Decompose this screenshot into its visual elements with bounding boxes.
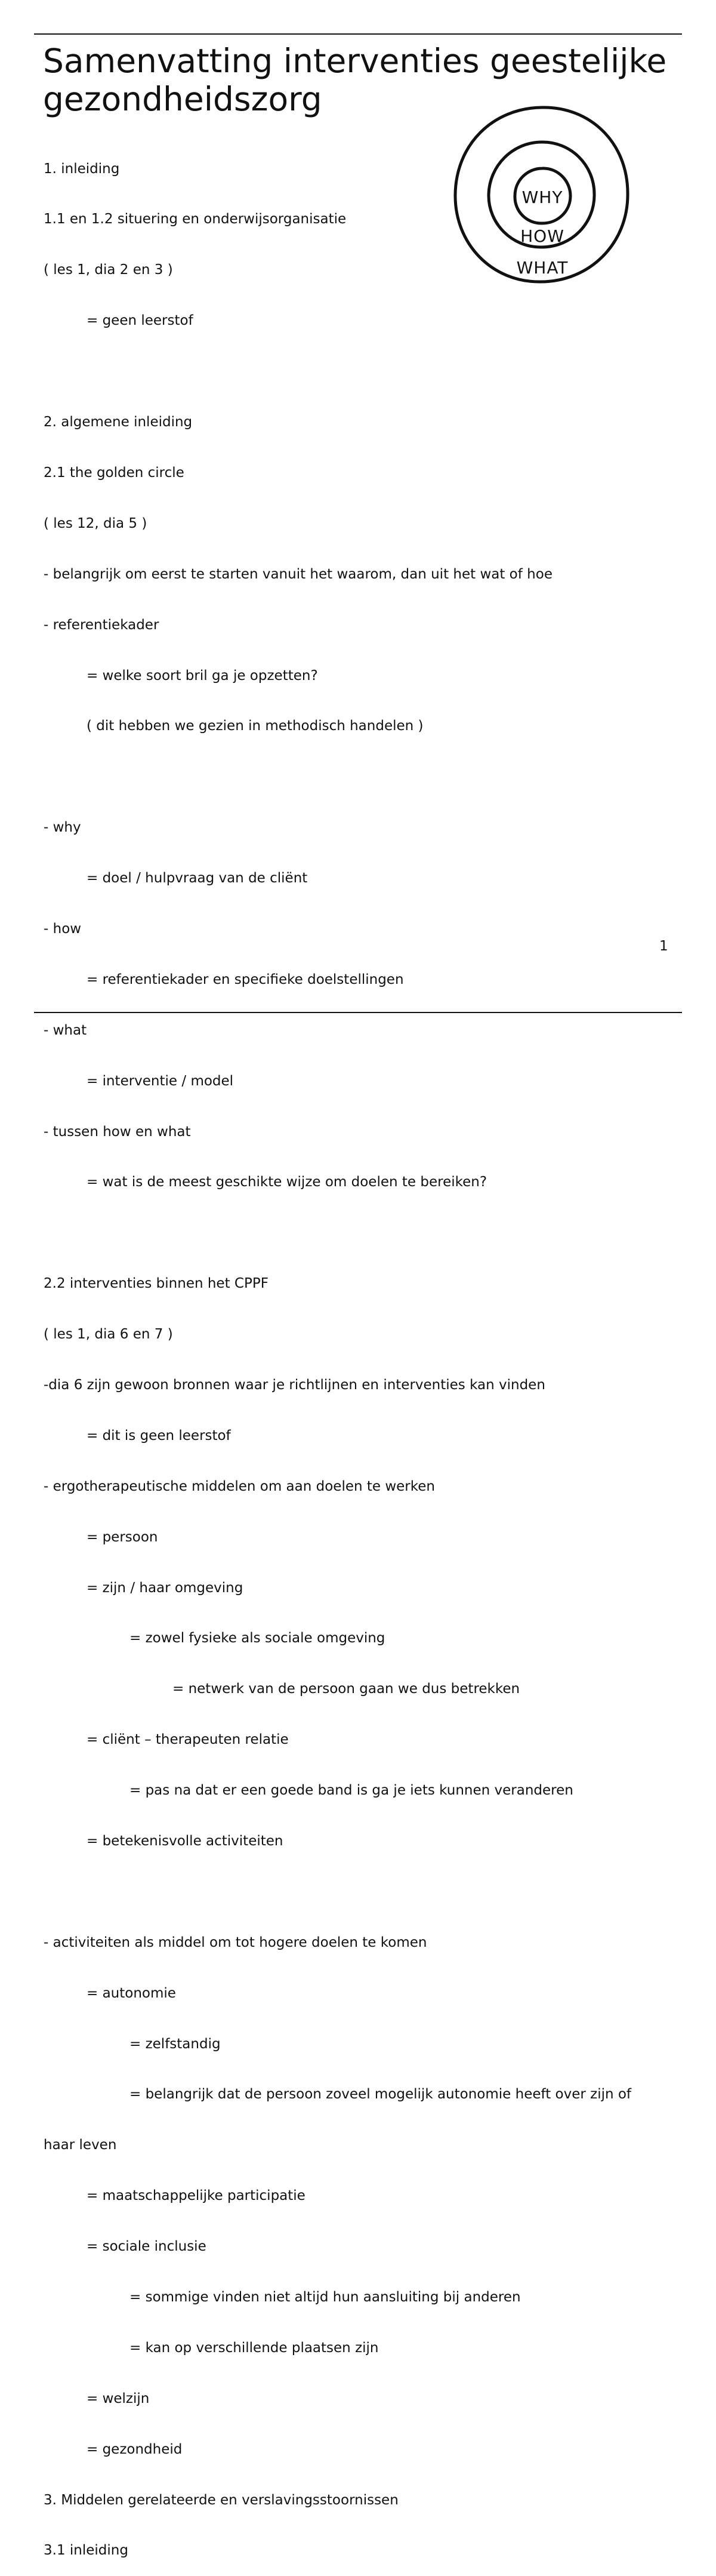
how-label: HOW [520, 226, 564, 246]
note-line: = geen leerstof [87, 313, 193, 329]
sub-note-line: = zelfstandig [129, 2036, 221, 2052]
heading-1-1: 1.1 en 1.2 situering en onderwijsorganisatie [44, 211, 347, 227]
note-line: = autonomie [87, 1985, 176, 2001]
what-label: WHAT [516, 258, 569, 278]
bullet-line: - activiteiten als middel om tot hogere doelen te komen [44, 1934, 427, 1950]
note-line: = dit is geen leerstof [87, 1427, 231, 1444]
lesson-reference: ( les 1, dia 2 en 3 ) [44, 262, 173, 278]
heading-2: 2. algemene inleiding [44, 414, 193, 430]
sub-note-line: = sommige vinden niet altijd hun aansluiting bij anderen [129, 2289, 521, 2305]
note-line: ( dit hebben we gezien in methodisch handelen ) [87, 718, 424, 734]
blank-line [44, 1224, 664, 1241]
bottom-rule [34, 1012, 682, 1013]
note-line: = zijn / haar omgeving [87, 1580, 243, 1596]
note-line: = doel / hulpvraag van de cliënt [87, 870, 308, 887]
page-number: 1 [659, 938, 668, 954]
note-line: = interventie / model [87, 1073, 234, 1089]
heading-3-1: 3.1 inleiding [44, 2543, 128, 2559]
note-line: = persoon [87, 1529, 158, 1545]
heading-2-2: 2.2 interventies binnen het CPPF [44, 1276, 268, 1292]
bullet-line: - how [44, 921, 82, 937]
note-line: = welke soort bril ga je opzetten? [87, 667, 318, 684]
note-line: = welzijn [87, 2390, 150, 2406]
heading-2-1: 2.1 the golden circle [44, 464, 184, 481]
sub-note-line: = zowel fysieke als sociale omgeving [129, 1630, 385, 1646]
blank-line [44, 363, 664, 380]
bullet-line: - what [44, 1022, 87, 1038]
lesson-reference: ( les 12, dia 5 ) [44, 515, 147, 531]
bullet-line: - belangrijk om eerst te starten vanuit het waarom, dan uit het wat of hoe [44, 566, 553, 582]
note-line: = referentiekader en specifieke doelstellingen [87, 971, 404, 987]
why-label: WHY [521, 187, 563, 207]
sub-note-line: = belangrijk dat de persoon zoveel mogelijk autonomie heeft over zijn of [129, 2086, 632, 2103]
bullet-line: - referentiekader [44, 617, 159, 633]
bullet-line: - ergotherapeutische middelen om aan doelen te werken [44, 1478, 435, 1494]
blank-line [44, 768, 664, 785]
note-line: = cliënt – therapeuten relatie [87, 1732, 289, 1748]
note-line: = sociale inclusie [87, 2239, 206, 2255]
sub-note-line: = pas na dat er een goede band is ga je iets kunnen veranderen [129, 1783, 573, 1799]
heading-1: 1. inleiding [44, 161, 120, 177]
note-line: = wat is de meest geschikte wijze om doelen te bereiken? [87, 1174, 487, 1190]
sub-sub-note-line: = netwerk van de persoon gaan we dus betrekken [172, 1681, 520, 1697]
blank-line [44, 1883, 664, 1900]
bullet-line: - why [44, 820, 81, 836]
bullet-line: -dia 6 zijn gewoon bronnen waar je richtlijnen en interventies kan vinden [44, 1377, 545, 1393]
wrapped-line: haar leven [44, 2137, 117, 2153]
note-line: = maatschappelijke participatie [87, 2188, 305, 2204]
top-rule [34, 33, 682, 35]
document-title: Samenvatting interventies geestelijke gezondheidszorg [43, 42, 667, 118]
bullet-line: - tussen how en what [44, 1124, 191, 1140]
note-line: = betekenisvolle activiteiten [87, 1833, 283, 1849]
heading-3: 3. Middelen gerelateerde en verslavingsstoornissen [44, 2492, 399, 2508]
document-body [44, 127, 664, 2576]
sub-note-line: = kan op verschillende plaatsen zijn [129, 2340, 379, 2356]
note-line: = gezondheid [87, 2441, 183, 2457]
lesson-reference: ( les 1, dia 6 en 7 ) [44, 1327, 173, 1343]
